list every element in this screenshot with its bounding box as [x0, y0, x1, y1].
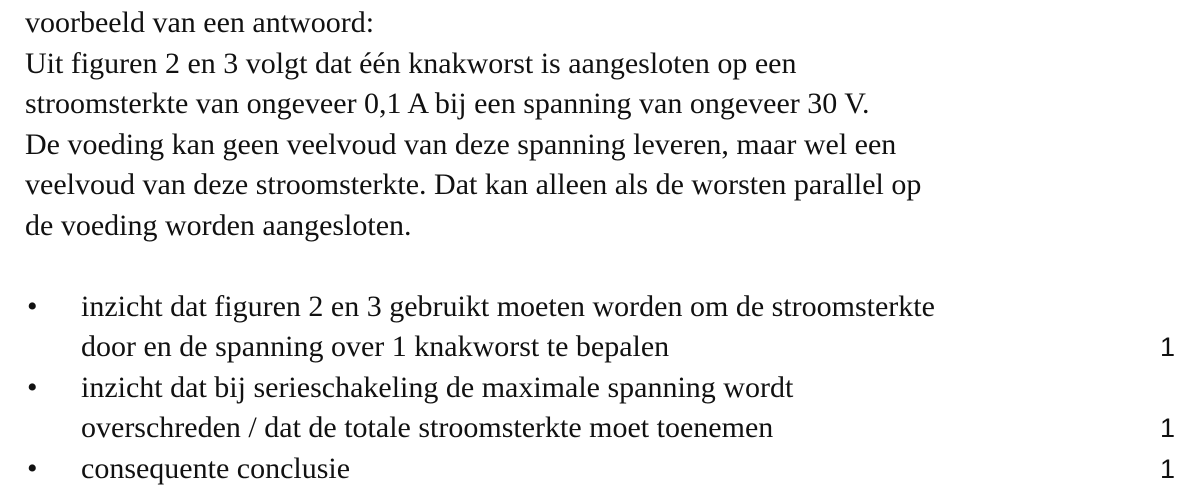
- criterion-line: inzicht dat bij serieschakeling de maximale spanning wordt: [81, 370, 794, 404]
- answer-line: stroomsterkte van ongeveer 0,1 A bij een spanning van ongeveer 30 V.: [25, 87, 870, 120]
- criterion-line: inzicht dat figuren 2 en 3 gebruikt moeten worden om de stroomsterkte: [81, 289, 935, 323]
- bullet-icon: •: [27, 289, 38, 323]
- answer-line: Uit figuren 2 en 3 volgt dat één knakworst is aangesloten op een: [25, 46, 797, 80]
- scoring-criterion: [25, 368, 1175, 449]
- answer-line: veelvoud van deze stroomsterkte. Dat kan alleen als de worsten parallel op: [25, 168, 922, 201]
- answer-model-page: [25, 3, 1175, 489]
- answer-line: De voeding kan geen veelvoud van deze spanning leveren, maar wel een: [25, 127, 897, 161]
- paragraph-spacer: [25, 246, 1175, 287]
- scoring-criteria-list: [25, 287, 1175, 490]
- scoring-criterion: [25, 287, 1175, 368]
- answer-heading: voorbeeld van een antwoord:: [25, 6, 375, 39]
- criterion-line: door en de spanning over 1 knakworst te bepalen: [81, 330, 670, 363]
- scoring-criterion: [25, 449, 1175, 490]
- criterion-line: overschreden / dat de totale stroomsterkte moet toenemen: [81, 411, 774, 444]
- example-answer: [25, 3, 1175, 246]
- criterion-score: 1: [1159, 453, 1175, 484]
- bullet-icon: •: [27, 370, 38, 404]
- answer-line: de voeding worden aangesloten.: [25, 208, 412, 242]
- bullet-icon: •: [27, 451, 38, 485]
- criterion-line: consequente conclusie: [81, 451, 351, 485]
- criterion-score: 1: [1159, 413, 1175, 443]
- criterion-score: 1: [1159, 332, 1175, 362]
